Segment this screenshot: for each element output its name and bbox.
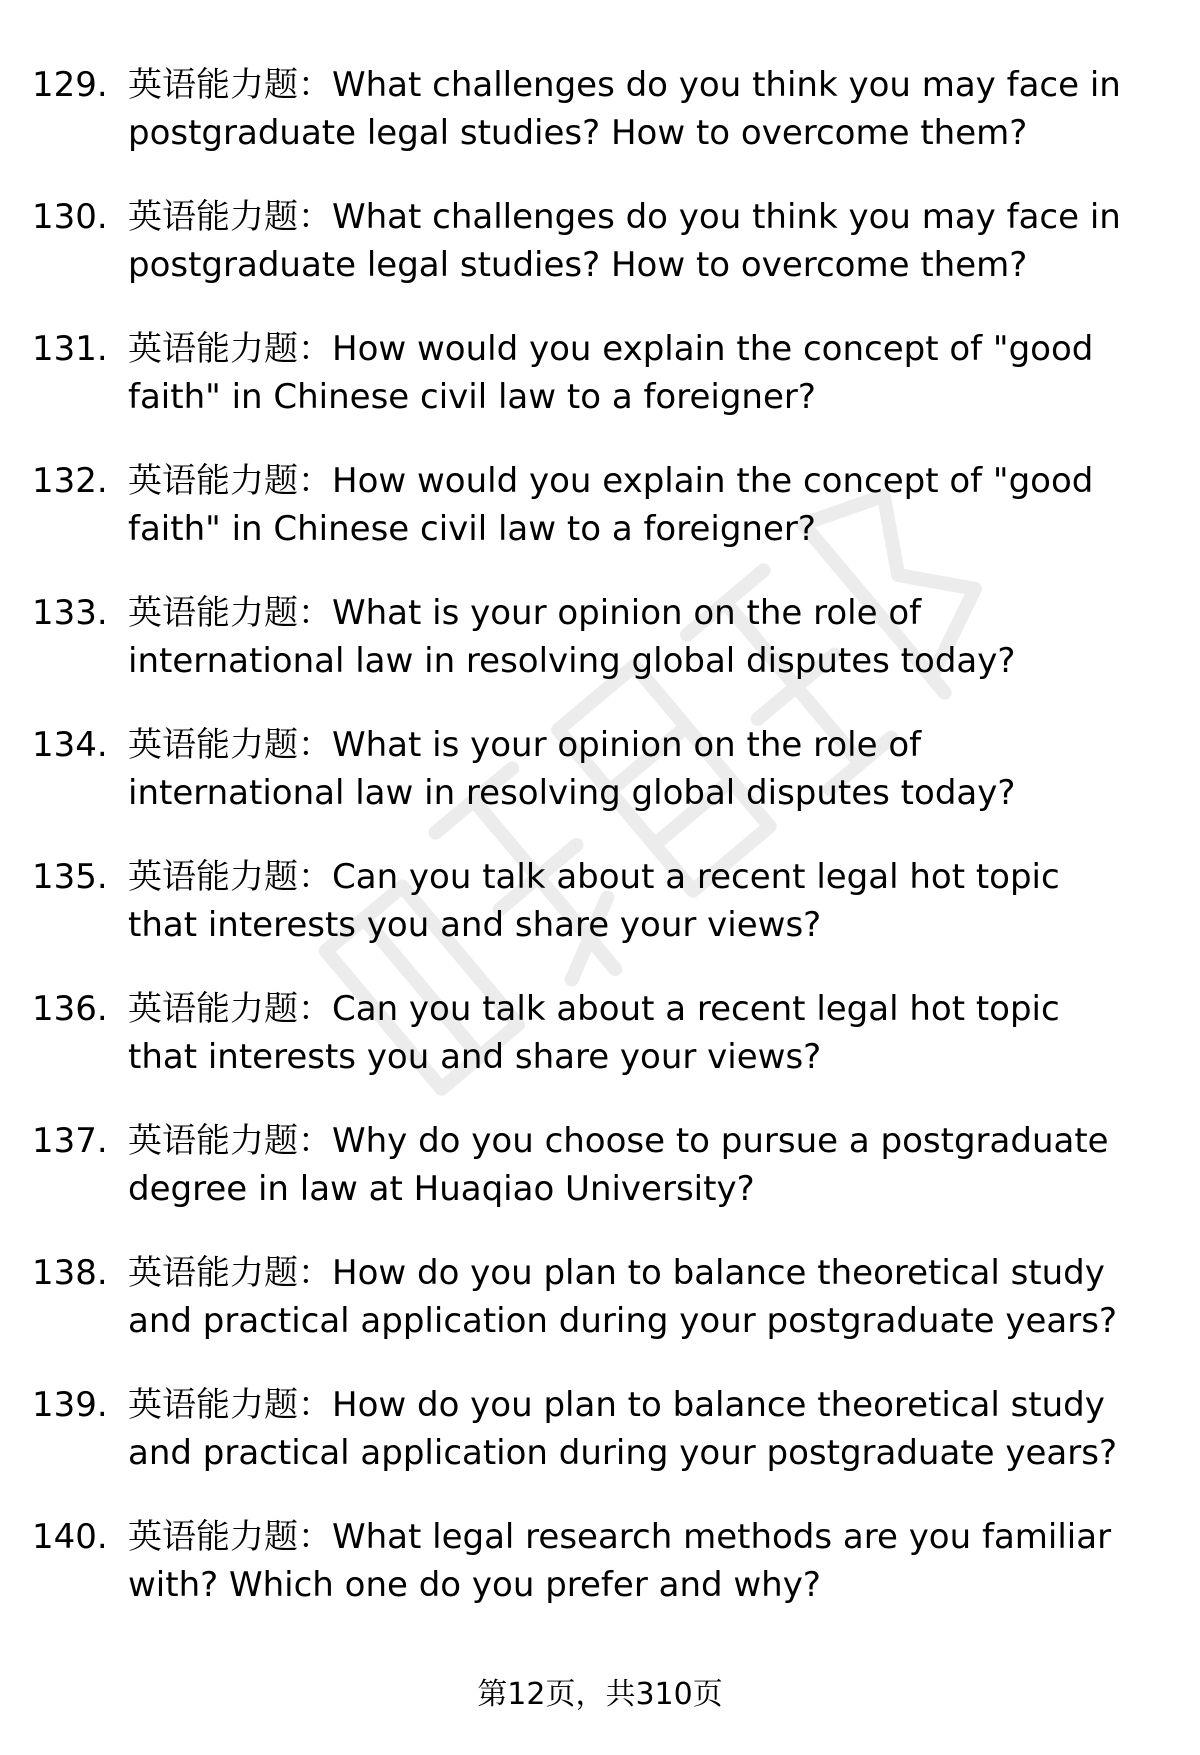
- question-number: 133.: [32, 593, 108, 633]
- question-category: 英语能力题: [128, 593, 298, 633]
- question-text: How would you explain the concept of "good faith" in Chinese civil law to a foreigner?: [128, 461, 1094, 549]
- question-body: [128, 589, 1138, 685]
- question-body: [128, 1249, 1138, 1345]
- question-body: [128, 1513, 1138, 1609]
- question-number: 136.: [32, 989, 108, 1029]
- question-text: Can you talk about a recent legal hot topic that interests you and share your views?: [128, 857, 1060, 945]
- question-colon: ：: [298, 329, 332, 369]
- question-category: 英语能力题: [128, 857, 298, 897]
- question-item: [0, 847, 1200, 979]
- question-body: [128, 985, 1138, 1081]
- question-category: 英语能力题: [128, 65, 298, 105]
- page-indicator: 第12页，共310页: [477, 1677, 723, 1712]
- question-number: 131.: [32, 329, 108, 369]
- question-category: 英语能力题: [128, 1517, 298, 1557]
- question-text: What legal research methods are you familiar with? Which one do you prefer and why?: [128, 1517, 1112, 1605]
- question-item: [0, 187, 1200, 319]
- question-category: 英语能力题: [128, 197, 298, 237]
- question-text: What challenges do you think you may face in postgraduate legal studies? How to overcome them?: [128, 197, 1121, 285]
- question-text: Can you talk about a recent legal hot topic that interests you and share your views?: [128, 989, 1060, 1077]
- question-text: What is your opinion on the role of international law in resolving global disputes today?: [128, 725, 1016, 813]
- question-number: 129.: [32, 65, 108, 105]
- question-colon: ：: [298, 65, 332, 105]
- question-number: 140.: [32, 1517, 108, 1557]
- question-text: Why do you choose to pursue a postgraduate degree in law at Huaqiao University?: [128, 1121, 1109, 1209]
- question-body: [128, 61, 1138, 157]
- question-body: [128, 457, 1138, 553]
- question-colon: ：: [298, 593, 332, 633]
- question-category: 英语能力题: [128, 725, 298, 765]
- question-category: 英语能力题: [128, 461, 298, 501]
- question-category: 英语能力题: [128, 1121, 298, 1161]
- question-text: How would you explain the concept of "good faith" in Chinese civil law to a foreigner?: [128, 329, 1094, 417]
- question-body: [128, 1117, 1138, 1213]
- question-item: [0, 319, 1200, 451]
- question-number: 139.: [32, 1385, 108, 1425]
- question-body: [128, 193, 1138, 289]
- question-category: 英语能力题: [128, 1385, 298, 1425]
- question-list: [0, 55, 1200, 1639]
- question-number: 137.: [32, 1121, 108, 1161]
- question-item: [0, 1243, 1200, 1375]
- question-colon: ：: [298, 725, 332, 765]
- question-colon: ：: [298, 857, 332, 897]
- question-item: [0, 1507, 1200, 1639]
- question-body: [128, 853, 1138, 949]
- question-text: What challenges do you think you may face in postgraduate legal studies? How to overcome them?: [128, 65, 1121, 153]
- question-colon: ：: [298, 989, 332, 1029]
- question-item: [0, 1111, 1200, 1243]
- question-item: [0, 451, 1200, 583]
- question-body: [128, 325, 1138, 421]
- question-item: [0, 1375, 1200, 1507]
- question-number: 132.: [32, 461, 108, 501]
- question-category: 英语能力题: [128, 329, 298, 369]
- question-body: [128, 721, 1138, 817]
- question-item: [0, 583, 1200, 715]
- question-category: 英语能力题: [128, 1253, 298, 1293]
- question-body: [128, 1381, 1138, 1477]
- question-item: [0, 715, 1200, 847]
- question-number: 134.: [32, 725, 108, 765]
- question-number: 130.: [32, 197, 108, 237]
- question-colon: ：: [298, 1253, 332, 1293]
- question-colon: ：: [298, 1121, 332, 1161]
- question-text: How do you plan to balance theoretical study and practical application during your postgraduate years?: [128, 1385, 1117, 1473]
- question-colon: ：: [298, 461, 332, 501]
- question-colon: ：: [298, 1385, 332, 1425]
- question-colon: ：: [298, 1517, 332, 1557]
- question-text: What is your opinion on the role of international law in resolving global disputes today?: [128, 593, 1016, 681]
- question-number: 135.: [32, 857, 108, 897]
- question-category: 英语能力题: [128, 989, 298, 1029]
- question-colon: ：: [298, 197, 332, 237]
- question-number: 138.: [32, 1253, 108, 1293]
- question-item: [0, 979, 1200, 1111]
- question-text: How do you plan to balance theoretical study and practical application during your postgraduate years?: [128, 1253, 1117, 1341]
- question-item: [0, 55, 1200, 187]
